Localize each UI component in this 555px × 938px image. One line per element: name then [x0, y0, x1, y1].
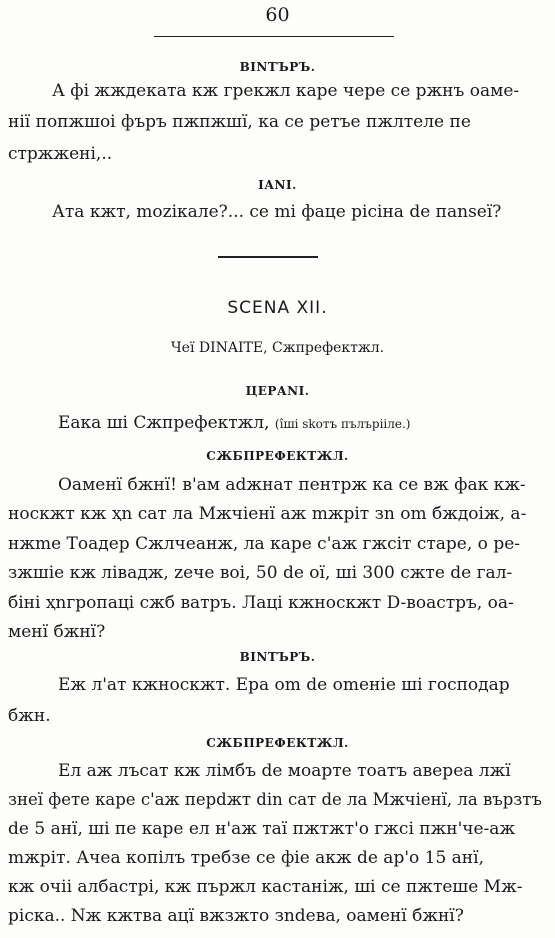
stage-direction: (îші skoтъ пълърііле.) [274, 417, 411, 431]
speech-line: А фі жждеката кж грекжл каре чере се ржнъ оамe- [52, 81, 520, 101]
speech-line: кж очіі албастрі, кж пържл кастаніж, ші се пжтеше Мж- [8, 877, 523, 897]
speaker-iani: ІАNІ. [258, 178, 297, 192]
scene-title: SCENA XII. [227, 298, 328, 318]
speaker-vintaru-2: ВІNТЪРЪ. [239, 650, 316, 664]
speech-line: mжріт. Ачеа копілъ требзе се фіе акж de ар'о 15 анї, [8, 848, 484, 868]
speech-line: нiї попжшоi фъръ пжпжшї, ка се ретъе пжлтеле пе [8, 112, 471, 132]
speech-line: Ел аж лъсат кж лімбъ de моарте тоатъ аверea лжї [58, 761, 511, 781]
speech-line: Оаменї бжнї! в'ам adжнат пентрж ка се вж фак кж- [58, 475, 526, 495]
speech-line: стржжені,.. [8, 144, 113, 164]
speech-line: бжн. [8, 706, 51, 726]
speech-line: de 5 анї, ші пе каре ел н'аж таї пжтжт'о гжсі пжн'че-аж [8, 819, 516, 839]
section-divider [218, 256, 318, 258]
cast-line: Чеї DINAITE, Сжпрефектжл. [170, 340, 385, 356]
speaker-terani: ЦЕРАNІ. [245, 384, 310, 398]
speech-line: Еж л'ат кжноскжт. Ера om de omеніе ші господар [58, 675, 510, 695]
speech-line: знеї фете каре с'аж перdжт din сат de ла Мжчіенї, ла вързтъ [8, 790, 542, 809]
page-number: 60 [265, 4, 290, 26]
speech-text: Еака ші Сжпрефектжл, [58, 413, 275, 433]
speaker-subprefect-2: СЖБПРЕФЕКТЖЛ. [206, 736, 349, 750]
speech-line: ріска.. Nж кжтва ацї вжзжто зndева, оаменї бжнї? [8, 906, 464, 926]
speech-line: нжmе Тоадер Сжлчеанж, ла каре с'аж гжсіт старе, о ре- [8, 534, 521, 554]
speaker-subprefect-1: СЖБПРЕФЕКТЖЛ. [206, 449, 349, 463]
speaker-vintaru-1: ВІNТЪРЪ. [239, 60, 316, 74]
speech-line: біні ҳnгропаці сжб ватръ. Лаці кжноскжт D-воастръ, оа- [8, 593, 514, 613]
speech-line: носкжт кж ҳn сат ла Мжчіенї аж mжріт зn om бждоіж, а- [8, 504, 527, 524]
speech-line: менї бжнї? [8, 622, 106, 642]
speech-line [58, 412, 410, 435]
speech-line: зжшіе кж лівадж, zече воі, 50 de oї, ші 300 сжте de гал- [8, 563, 513, 583]
header-rule [154, 36, 394, 37]
speech-line: Ата кжт, mozікале?... се mі фаце ріcіна de пansеї? [52, 202, 502, 222]
